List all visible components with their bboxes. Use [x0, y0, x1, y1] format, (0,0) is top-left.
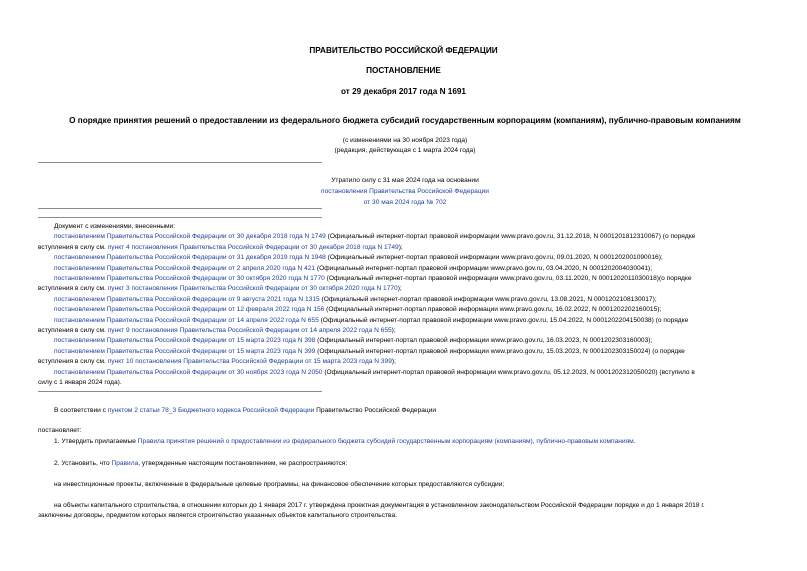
change-link[interactable]: пункт 3 постановления Правительства Российской Федерации от 30 октября 2020 года N 1770	[107, 285, 398, 293]
change-item: постановлением Правительства Российской Федерации от 14 апреля 2022 года N 655 (Официальный интернет-портал правовой информации www.pravo.gov.ru, 15.04.2022, N 0001202204150038) (о порядке	[54, 316, 689, 324]
expired-text: Утратило силу с 31 мая 2024 года на основании	[331, 177, 479, 184]
change-item: постановлением Правительства Российской Федерации от 30 ноября 2023 года N 2050 (Официальный интернет-портал правовой информации www.pravo.gov.ru, 05.12.2023, N 0001202312050020) (вступило в	[54, 368, 695, 376]
divider	[38, 162, 322, 163]
change-item: постановлением Правительства Российской Федерации от 31 декабря 2019 года N 1948 (Официальный интернет-портал правовой информации www.pravo.gov.ru, 09.01.2020, N 0001202001090016);	[54, 254, 663, 262]
rules-link[interactable]: Правила принятия решений о предоставлении из федерального бюджета субсидий государственным корпорациям (компаниям), публично-правовым компаниям	[137, 438, 634, 445]
divider	[38, 208, 322, 209]
change-item-cont: вступления в силу см. пункт 3 постановления Правительства Российской Федерации от 30 октября 2020 года N 1770);	[38, 285, 402, 293]
change-link[interactable]: пункт 4 постановления Правительства Российской Федерации от 30 декабря 2018 года N 1749	[107, 243, 399, 251]
change-item-cont: вступления в силу см. пункт 4 постановления Правительства Российской Федерации от 30 декабря 2018 года N 1749);	[38, 243, 403, 251]
edition-revision: (редакция, действующая с 1 марта 2024 года)	[334, 147, 476, 154]
change-link[interactable]: постановлением Правительства Российской Федерации от 30 декабря 2018 года N 1749	[54, 233, 326, 241]
change-item: постановлением Правительства Российской Федерации от 9 августа 2021 года N 1315 (Официальный интернет-портал правовой информации www.pravo.gov.ru, 13.08.2021, N 0001202108130017);	[54, 295, 657, 303]
clause-2-item-2: на объекты капитального строительства, в отношении которых до 1 января 2017 г. утверждена проектная документация в установленном законодательством Российской Федерации порядке и до 1 января 2018 г. заключены договоры, предметом которых является строительство указанных объектов капитального строительства.	[38, 502, 705, 520]
header-org: ПРАВИТЕЛЬСТВО РОССИЙСКОЙ ФЕДЕРАЦИИ	[309, 46, 498, 55]
decree-word: постановляет:	[38, 427, 82, 434]
change-item: постановлением Правительства Российской Федерации от 15 марта 2023 года N 399 (Официальный интернет-портал правовой информации www.pravo.gov.ru, 15.03.2023, N 0001202303150024) (о порядке	[54, 347, 685, 355]
change-link[interactable]: постановлением Правительства Российской Федерации от 15 марта 2023 года N 399	[54, 347, 316, 355]
change-item: постановлением Правительства Российской Федерации от 15 марта 2023 года N 398 (Официальный интернет-портал правовой информации www.pravo.gov.ru, 16.03.2023, N 0001202303160003);	[54, 337, 653, 345]
change-item: постановлением Правительства Российской Федерации от 30 декабря 2018 года N 1749 (Официальный интернет-портал правовой информации www.pravo.gov.ru, 31.12.2018, N 0001201812310067) (о порядке	[54, 233, 696, 241]
change-link[interactable]: постановлением Правительства Российской Федерации от 30 октября 2020 года N 1770	[54, 275, 325, 283]
change-link[interactable]: постановлением Правительства Российской Федерации от 14 апреля 2022 года N 655	[54, 316, 319, 324]
expired-link-date[interactable]: от 30 мая 2024 года № 702	[363, 199, 447, 206]
edition-block	[220, 136, 590, 156]
change-link[interactable]: постановлением Правительства Российской Федерации от 30 ноября 2023 года N 2050	[54, 368, 323, 376]
change-item: постановлением Правительства Российской Федерации от 12 февраля 2022 года N 156 (Официальный интернет-портал правовой информации www.pravo.gov.ru, 16.02.2022, N 0001202202160015);	[54, 306, 662, 314]
changes-list	[38, 222, 768, 389]
rules-short-link[interactable]: Правила	[111, 460, 139, 467]
change-link[interactable]: постановлением Правительства Российской Федерации от 2 апреля 2020 года N 421	[54, 264, 316, 272]
change-item: постановлением Правительства Российской Федерации от 30 октября 2020 года N 1770 (Официальный интернет-портал правовой информации www.pravo.gov.ru, 03.11.2020, N 0001202011030018)(о порядке	[54, 275, 692, 283]
divider	[38, 217, 322, 218]
change-item: постановлением Правительства Российской Федерации от 2 апреля 2020 года N 421 (Официальный интернет-портал правовой информации www.pravo.gov.ru, 03.04.2020, N 0001202004030041);	[54, 264, 653, 272]
edition-changes: (с изменениями на 30 ноября 2023 года)	[342, 137, 468, 144]
change-item-cont: вступления в силу см. пункт 9 постановления Правительства Российской Федерации от 14 апреля 2022 года N 655);	[38, 327, 396, 335]
expired-notice	[220, 175, 590, 208]
header-doc-type: ПОСТАНОВЛЕНИЕ	[366, 66, 441, 75]
header-date-number: от 29 декабря 2017 года N 1691	[341, 87, 466, 96]
budget-code-link[interactable]: пунктом 2 статьи 78_3 Бюджетного кодекса Российской Федерации	[107, 407, 315, 414]
change-link[interactable]: постановлением Правительства Российской Федерации от 12 февраля 2022 года N 156	[54, 306, 325, 314]
changes-header: Документ с изменениями, внесенными:	[54, 223, 176, 230]
clause-2: 2. Установить, что Правила, утвержденные настоящим постановлением, не распространяются:	[54, 460, 348, 467]
document-title: О порядке принятия решений о предоставлении из федерального бюджета субсидий государственным корпорациям (компаниям), публично-правовым компаниям	[69, 116, 741, 125]
divider	[38, 391, 322, 392]
preamble: В соответствии с пунктом 2 статьи 78_3 Бюджетного кодекса Российской Федерации Правительство Российской Федерации	[54, 407, 437, 414]
change-item-cont: вступления в силу см. пункт 10 постановления Правительства Российской Федерации от 15 марта 2023 года N 399);	[38, 358, 396, 366]
change-item-cont: силу с 1 января 2024 года).	[38, 379, 122, 387]
change-link[interactable]: постановлением Правительства Российской Федерации от 31 декабря 2019 года N 1948	[54, 254, 326, 262]
clause-1: 1. Утвердить прилагаемые Правила принятия решений о предоставлении из федерального бюджета субсидий государственным корпорациям (компаниям), публично-правовым компаниям.	[54, 438, 636, 445]
clause-2-item-1: на инвестиционные проекты, включенные в федеральные целевые программы, на финансовое обеспечение которых предоставляются субсидии;	[54, 481, 505, 488]
change-link[interactable]: постановлением Правительства Российской Федерации от 9 августа 2021 года N 1315	[54, 295, 320, 303]
change-link[interactable]: постановлением Правительства Российской Федерации от 15 марта 2023 года N 398	[54, 337, 316, 345]
expired-link-act[interactable]: постановления Правительства Российской Федерации	[321, 188, 489, 195]
change-link[interactable]: пункт 9 постановления Правительства Российской Федерации от 14 апреля 2022 года N 655	[107, 327, 392, 335]
change-link[interactable]: пункт 10 постановления Правительства Российской Федерации от 15 марта 2023 года N 399	[107, 358, 392, 366]
